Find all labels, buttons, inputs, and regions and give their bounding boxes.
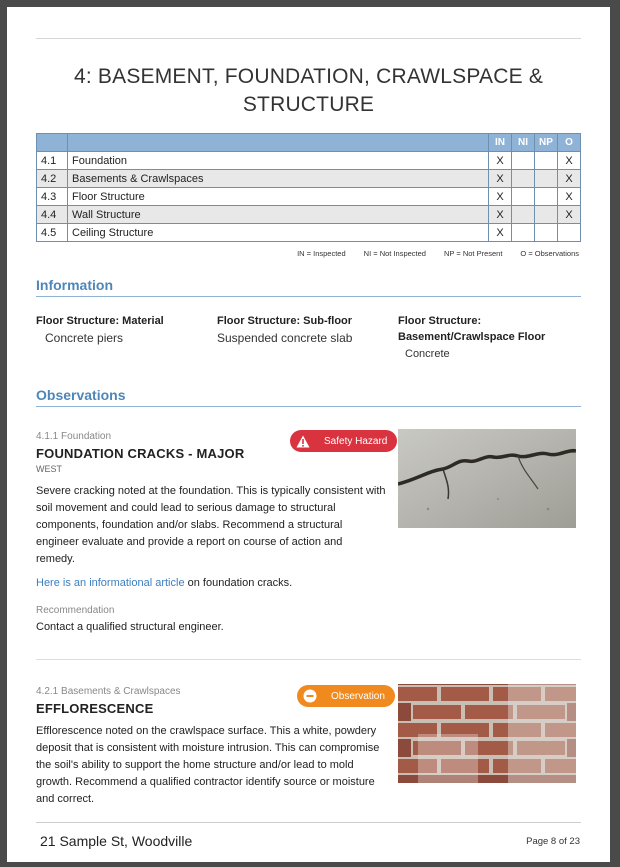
status-table: [36, 133, 581, 242]
description-line: and correct.: [36, 793, 95, 805]
description-line: remedy.: [36, 553, 75, 565]
warning-icon: [296, 434, 310, 448]
row-name: Basements & Crawlspaces: [68, 170, 489, 188]
description-line: growth. Recommend a qualified contractor identify source or moisture: [36, 776, 375, 788]
observation-title: FOUNDATION CRACKS - MAJOR: [36, 446, 245, 461]
cell-in: X: [489, 152, 512, 170]
cell-np: [535, 170, 558, 188]
info-article-link[interactable]: Here is an informational article: [36, 577, 185, 589]
status-table-header: [37, 134, 581, 152]
row-name: Foundation: [68, 152, 489, 170]
description-line: deposit that is consistent with moisture intrusion. This can compromise: [36, 742, 380, 754]
title-line-2: STRUCTURE: [242, 93, 375, 116]
table-row: [37, 224, 581, 242]
cell-ni: [512, 224, 535, 242]
cell-np: [535, 206, 558, 224]
table-row: [37, 152, 581, 170]
row-name: Floor Structure: [68, 188, 489, 206]
row-number: 4.5: [37, 224, 68, 242]
cell-o: X: [558, 206, 581, 224]
description-line: engineer evaluate and provide a report on course of action and: [36, 536, 343, 548]
observation-category: 4.1.1 Foundation: [36, 431, 112, 442]
legend-np: NP = Not Present: [443, 249, 503, 258]
observations-heading: Observations: [36, 387, 581, 407]
table-row: [37, 206, 581, 224]
info-article-line: [36, 575, 292, 592]
page-title: [36, 63, 581, 119]
row-number: 4.4: [37, 206, 68, 224]
row-number: 4.3: [37, 188, 68, 206]
cell-in: X: [489, 224, 512, 242]
recommendation-label: Recommendation: [36, 605, 115, 616]
footer-rule: [36, 822, 581, 823]
header-rule: [36, 38, 581, 39]
info-value: Suspended concrete slab: [217, 331, 353, 345]
observation-location: WEST: [36, 464, 62, 474]
info-label: Floor Structure: Material: [36, 315, 164, 327]
row-name: Ceiling Structure: [68, 224, 489, 242]
recommendation-text: Contact a qualified structural engineer.: [36, 621, 224, 633]
info-label-line1: Floor Structure:: [398, 315, 482, 327]
info-label: Floor Structure: Sub-floor: [217, 315, 353, 327]
header-name: [68, 134, 489, 152]
observation-badge: [297, 685, 395, 707]
cell-in: X: [489, 188, 512, 206]
report-page: [7, 7, 610, 862]
information-heading: Information: [36, 277, 581, 297]
cell-ni: [512, 188, 535, 206]
info-value: Concrete piers: [45, 331, 124, 345]
cell-ni: [512, 152, 535, 170]
col-ni: NI: [512, 134, 535, 152]
legend-in: IN = Inspected: [297, 249, 346, 258]
description-line: components, foundation and/or slabs. Recommend a structural: [36, 519, 343, 531]
cell-o: X: [558, 188, 581, 206]
info-item-material: [36, 313, 164, 346]
header-num: [37, 134, 68, 152]
observation-description: [36, 723, 402, 808]
table-row: [37, 170, 581, 188]
cell-np: [535, 224, 558, 242]
safety-hazard-badge: [290, 430, 397, 452]
observation-category: 4.2.1 Basements & Crawlspaces: [36, 686, 181, 697]
col-np: NP: [535, 134, 558, 152]
cell-np: [535, 152, 558, 170]
cell-ni: [512, 170, 535, 188]
cell-o: [558, 224, 581, 242]
info-label-line2: Basement/Crawlspace Floor: [398, 331, 546, 343]
cell-np: [535, 188, 558, 206]
cell-ni: [512, 206, 535, 224]
cell-in: X: [489, 170, 512, 188]
badge-label: Safety Hazard: [324, 435, 388, 447]
legend-o: O = Observations: [520, 249, 579, 258]
badge-label: Observation: [331, 690, 385, 702]
footer-address: 21 Sample St, Woodville: [40, 833, 193, 849]
observation-description: [36, 483, 402, 568]
table-row: [37, 188, 581, 206]
description-line: Severe cracking noted at the foundation. This is typically consistent with: [36, 485, 386, 497]
legend-ni: NI = Not Inspected: [363, 249, 426, 258]
description-line: the soil's ability to support the home structure and/or lead to mold: [36, 759, 354, 771]
col-in: IN: [489, 134, 512, 152]
col-o: O: [558, 134, 581, 152]
description-line: soil movement and could lead to serious damage to structural: [36, 502, 336, 514]
efflorescence-photo: [398, 684, 576, 783]
row-number: 4.2: [37, 170, 68, 188]
observation-title: EFFLORESCENCE: [36, 701, 154, 716]
info-item-floor: [398, 313, 545, 362]
cell-o: X: [558, 170, 581, 188]
cell-in: X: [489, 206, 512, 224]
description-line: Efflorescence noted on the crawlspace surface. This a white, powdery: [36, 725, 377, 737]
info-value: Concrete: [405, 348, 450, 360]
row-number: 4.1: [37, 152, 68, 170]
minus-circle-icon: [303, 689, 317, 703]
cell-o: X: [558, 152, 581, 170]
observation-divider: [36, 659, 581, 660]
row-name: Wall Structure: [68, 206, 489, 224]
status-legend: [297, 249, 579, 258]
foundation-crack-photo: [398, 429, 576, 528]
title-line-1: 4: BASEMENT, FOUNDATION, CRAWLSPACE &: [73, 65, 544, 88]
info-item-subfloor: [217, 313, 352, 346]
info-article-suffix: on foundation cracks.: [184, 577, 293, 589]
page-number: Page 8 of 23: [526, 836, 580, 847]
